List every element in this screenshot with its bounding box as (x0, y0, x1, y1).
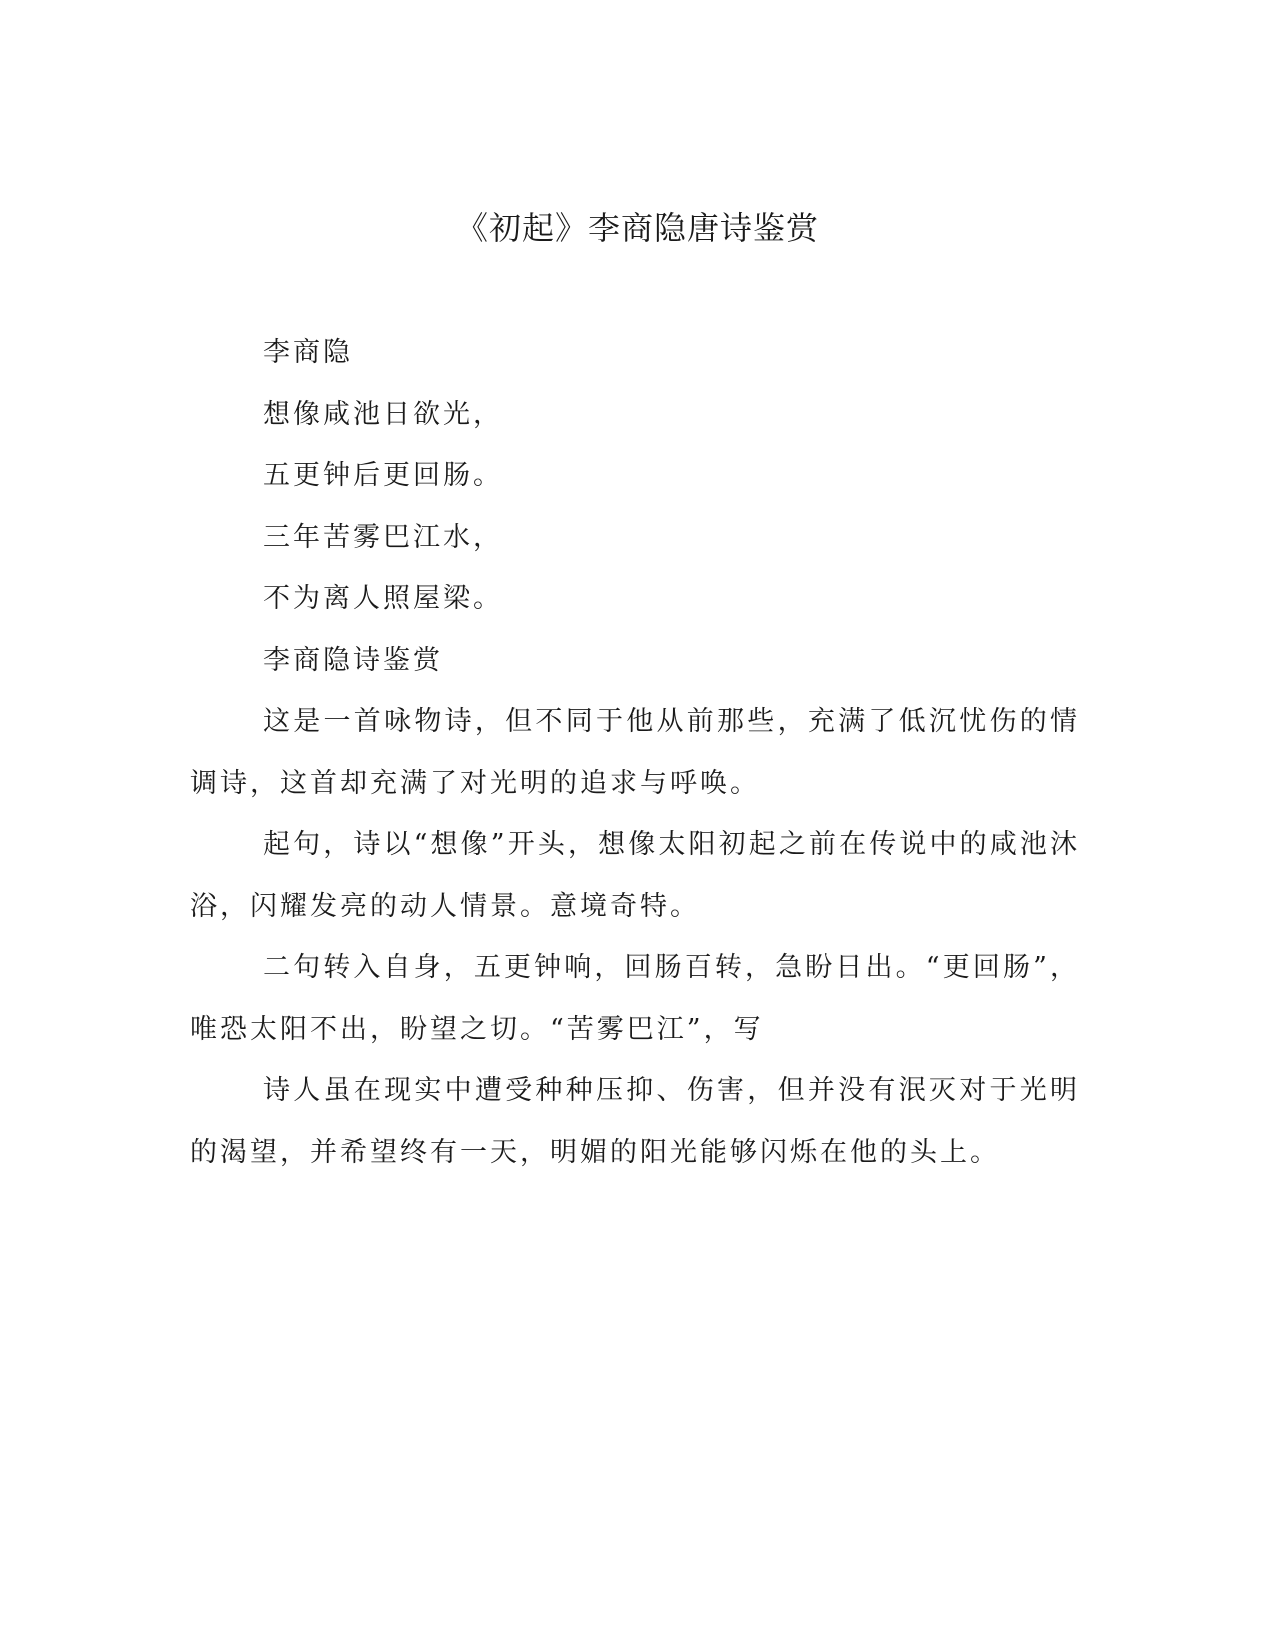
paragraph-4: 诗人虽在现实中遭受种种压抑、伤害，但并没有泯灭对于光明的渴望，并希望终有一天，明媚的阳光能够闪烁在他的头上。 (190, 1075, 1080, 1168)
paragraph-3: 二句转入自身，五更钟响，回肠百转，急盼日出。“更回肠”，唯恐太阳不出，盼望之切。“苦雾巴江”，写 (190, 952, 1080, 1045)
document-title: 《初起》李商隐唐诗鉴赏 (455, 209, 819, 247)
document-body (190, 322, 1080, 1183)
poem-line-4: 不为离人照屋梁。 (263, 583, 503, 614)
paragraph-2: 起句，诗以“想像”开头，想像太阳初起之前在传说中的咸池沐浴，闪耀发亮的动人情景。意境奇特。 (190, 829, 1080, 922)
paragraph-1: 这是一首咏物诗，但不同于他从前那些，充满了低沉忧伤的情调诗，这首却充满了对光明的追求与呼唤。 (190, 706, 1080, 799)
poem-author: 李商隐 (263, 337, 353, 368)
poem-line-2: 五更钟后更回肠。 (263, 460, 503, 491)
poem-line-3: 三年苦雾巴江水， (263, 521, 503, 553)
appreciation-heading: 李商隐诗鉴赏 (263, 644, 443, 676)
poem-line-1: 想像咸池日欲光， (263, 398, 503, 430)
